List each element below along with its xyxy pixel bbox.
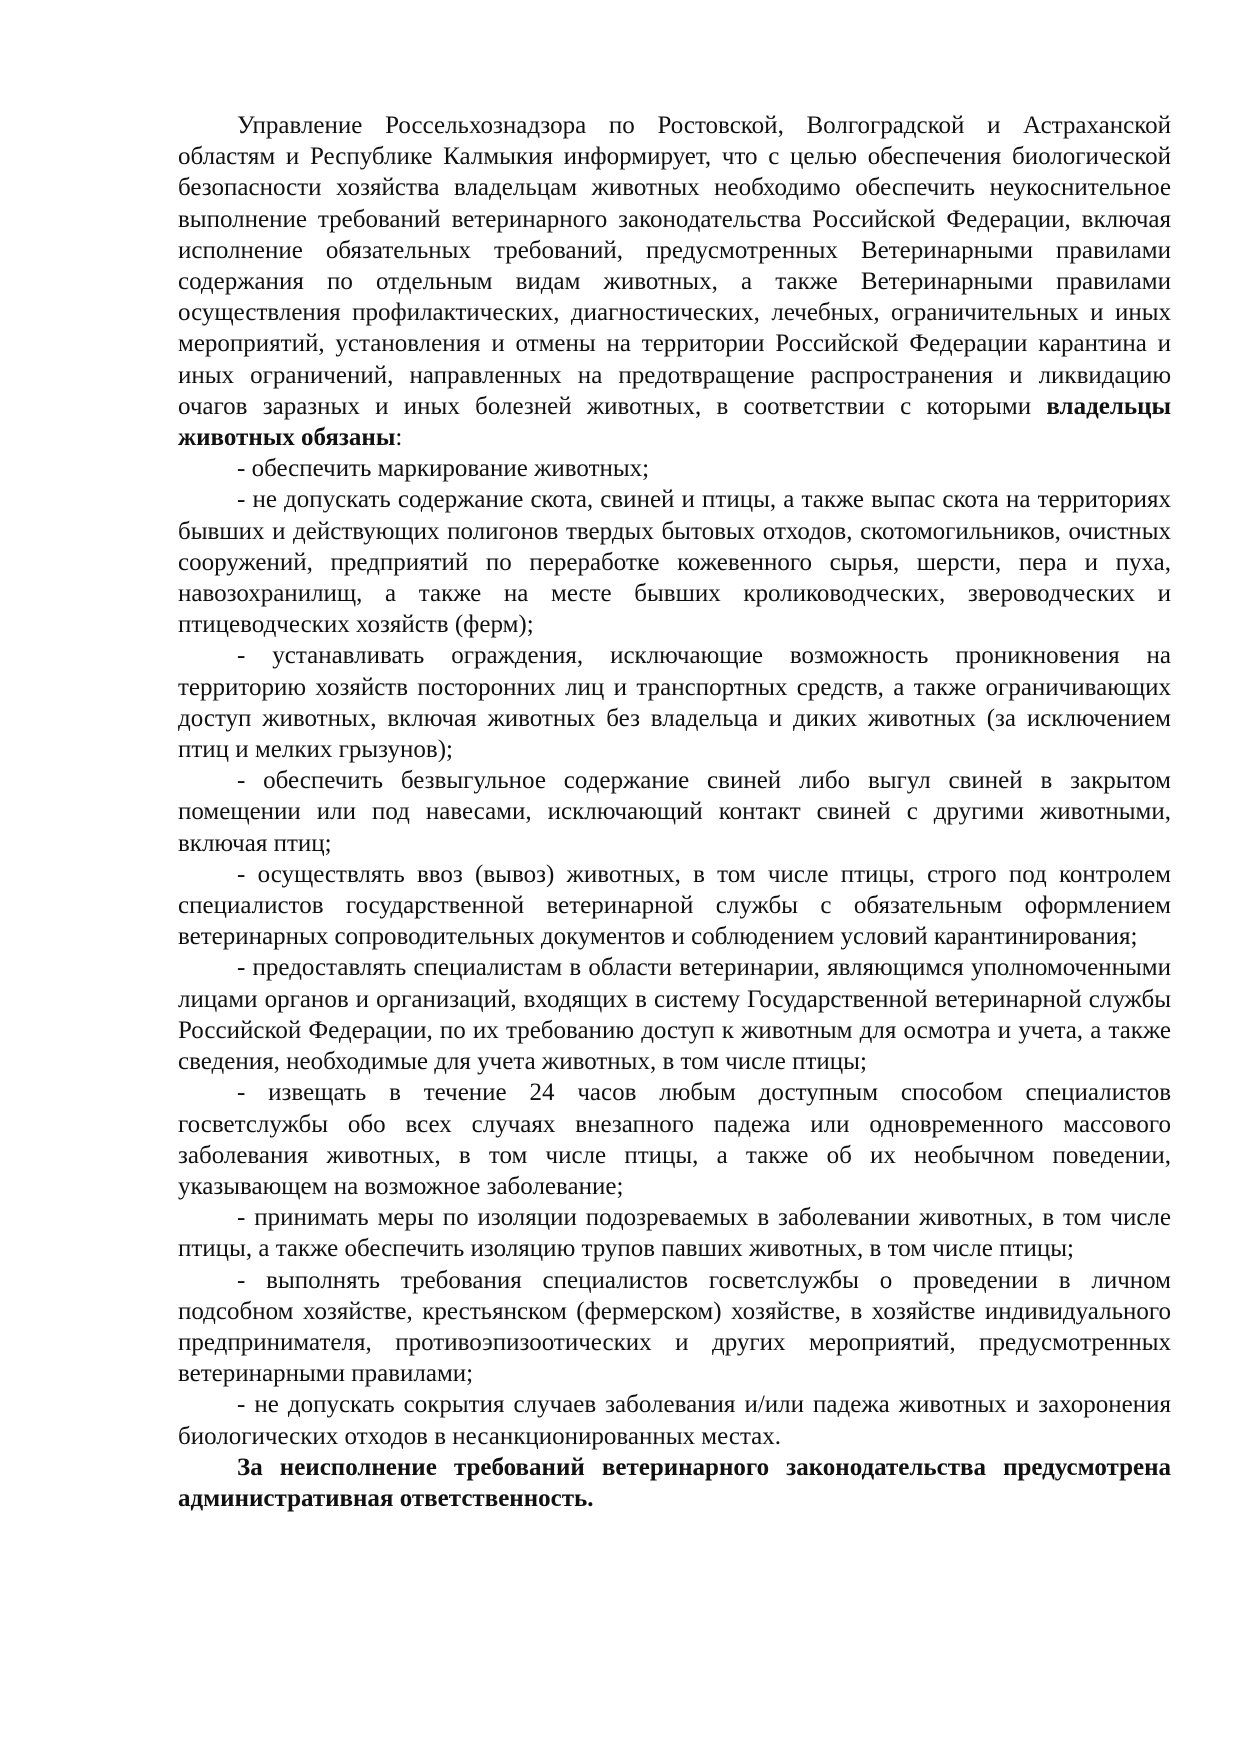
list-item: - обеспечить безвыгульное содержание свиней либо выгул свиней в закрытом помещении или под навесами, исключающий контакт свиней с другими животными, включая птиц; [178, 767, 1171, 857]
list-item: - предоставлять специалистам в области ветеринарии, являющимся уполномоченными лицами органов и организаций, входящих в систему Государственной ветеринарной службы Российской Федерации, по их требованию доступ к животным для осмотра и учета, а также сведения, необходимые для учета животных, в том числе птицы; [178, 954, 1171, 1076]
list-item: - не допускать содержание скота, свиней и птицы, а также выпас скота на территориях бывших и действующих полигонов твердых бытовых отходов, скотомогильников, очистных сооружений, предприятий по переработке кожевенного сырья, шерсти, пера и пуха, навозохранилищ, а также на месте бывших кролиководческих, звероводческих и птицеводческих хозяйств (ферм); [178, 486, 1171, 639]
intro-paragraph [178, 110, 1171, 453]
list-item: - принимать меры по изоляции подозреваемых в заболевании животных, в том числе птицы, а также обеспечить изоляцию трупов павших животных, в том числе птицы; [178, 1204, 1171, 1263]
document-page [178, 110, 1171, 1514]
list-item: - обеспечить маркирование животных; [237, 455, 650, 483]
intro-tail: : [395, 424, 403, 452]
list-item: - извещать в течение 24 часов любым доступным способом специалистов госветслужбы обо всех случаях внезапного падежа или одновременного массового заболевания животных, в том числе птицы, а также об их необычном поведении, указывающем на возможное заболевание; [178, 1079, 1171, 1200]
intro-bold-text: владельцы животных обязаны [178, 392, 1171, 452]
intro-text: Управление Россельхознадзора по Ростовской, Волгоградской и Астраханской областям и Республике Калмыкия информирует, что с целью обеспечения биологической безопасности хозяйства владельцам животных необходимо обеспечить неукоснительное выполнение требований ветеринарного законодательства Российской Федерации, включая исполнение обязательных требований, предусмотренных Ветеринарными правилами содержания по отдельным видам животных, а также Ветеринарными правилами осуществления профилактических, диагностических, лечебных, ограничительных и иных мероприятий, установления и отмены на территории Российской Федерации карантина и иных ограничений, направленных на предотвращение распространения и ликвидацию очагов заразных и иных болезней животных, в соответствии с которыми [178, 112, 1171, 420]
list-item: - не допускать сокрытия случаев заболевания и/или падежа животных и захоронения биологических отходов в несанкционированных местах. [178, 1391, 1171, 1450]
list-item: - осуществлять ввоз (вывоз) животных, в том числе птицы, строго под контролем специалистов государственной ветеринарной службы с обязательным оформлением ветеринарных сопроводительных документов и соблюдением условий карантинирования; [178, 860, 1171, 951]
list-item: - устанавливать ограждения, исключающие возможность проникновения на территорию хозяйств посторонних лиц и транспортных средств, а также ограничивающих доступ животных, включая животных без владельца и диких животных (за исключением птиц и мелких грызунов); [178, 642, 1171, 764]
final-statement: За неисполнение требований ветеринарного законодательства предусмотрена административная ответственность. [178, 1453, 1171, 1512]
list-item: - выполнять требования специалистов госветслужбы о проведении в личном подсобном хозяйстве, крестьянском (фермерском) хозяйстве, в хозяйстве индивидуального предпринимателя, противоэпизоотических и других мероприятий, предусмотренных ветеринарными правилами; [178, 1266, 1171, 1388]
